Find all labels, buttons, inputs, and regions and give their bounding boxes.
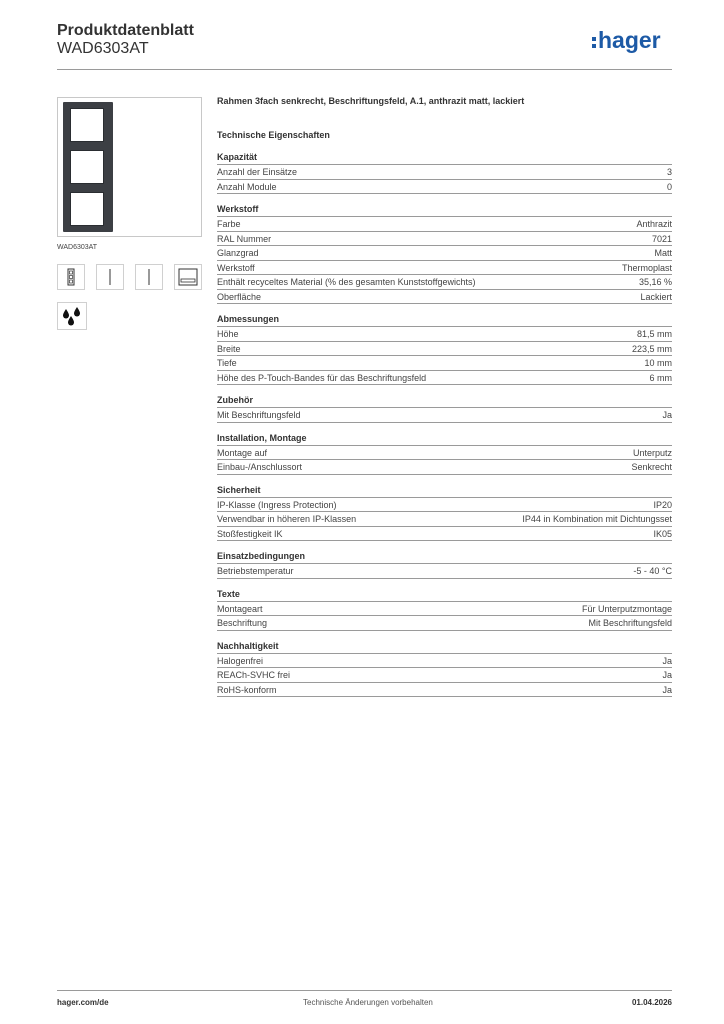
spec-label: Enthält recyceltes Material (% des gesamten Kunststoffgewichts) <box>217 277 476 287</box>
spec-value: Thermoplast <box>621 262 672 273</box>
page-title: Produktdatenblatt <box>57 22 194 39</box>
product-image-caption: WAD6303AT <box>57 244 98 251</box>
section-title: Einsatzbedingungen <box>217 550 672 564</box>
spec-row <box>217 165 672 180</box>
spec-label: REACh-SVHC frei <box>217 670 291 680</box>
logo-text: hager <box>598 27 661 53</box>
section-title: Nachhaltigkeit <box>217 640 672 654</box>
spec-label: Mit Beschriftungsfeld <box>217 410 301 420</box>
spec-value: IP44 in Kombination mit Dichtungsset <box>522 514 672 524</box>
spec-value: 0 <box>666 181 672 192</box>
spec-value: 3 <box>666 167 672 177</box>
spec-value: Lackiert <box>640 291 672 302</box>
spec-value: Matt <box>654 248 672 258</box>
footer-date: 01.04.2026 <box>631 998 672 1007</box>
spec-label: RAL Nummer <box>217 233 272 244</box>
vertical-line-icon <box>96 264 124 290</box>
spec-row <box>217 327 672 342</box>
spec-label: Werkstoff <box>217 262 255 273</box>
spec-label: Montage auf <box>217 447 268 458</box>
spec-value: 6 mm <box>649 372 672 383</box>
header-divider <box>57 69 672 70</box>
spec-section <box>217 640 672 698</box>
vertical-line-icon <box>135 264 163 290</box>
spec-value: 81,5 mm <box>636 329 672 339</box>
spec-label: Halogenfrei <box>217 655 264 666</box>
technical-properties-heading: Technische Eigenschaften <box>217 130 330 140</box>
spec-label: Betriebstemperatur <box>217 566 294 576</box>
spec-row <box>217 408 672 423</box>
water-drops-icon <box>57 302 87 330</box>
spec-row <box>217 602 672 617</box>
spec-value: Ja <box>662 684 672 695</box>
spec-label: Oberfläche <box>217 291 262 302</box>
spec-row <box>217 290 672 305</box>
section-title: Werkstoff <box>217 203 672 217</box>
spec-row <box>217 512 672 527</box>
spec-row <box>217 446 672 461</box>
spec-section <box>217 484 672 542</box>
hager-logo <box>592 26 676 58</box>
spec-label: Höhe <box>217 329 239 339</box>
spec-row <box>217 616 672 631</box>
spec-value: IP20 <box>653 499 672 510</box>
spec-value: 10 mm <box>644 358 672 368</box>
spec-row <box>217 232 672 247</box>
spec-row <box>217 180 672 195</box>
spec-value: Anthrazit <box>636 219 672 229</box>
section-title: Abmessungen <box>217 313 672 327</box>
spec-value: Ja <box>662 670 672 680</box>
spec-row <box>217 261 672 276</box>
spec-value: Unterputz <box>632 447 672 458</box>
label-field-icon <box>174 264 202 290</box>
spec-row <box>217 683 672 698</box>
spec-value: Ja <box>662 655 672 666</box>
spec-label: IP-Klasse (Ingress Protection) <box>217 499 337 510</box>
product-image <box>57 97 202 237</box>
frame-illustration <box>63 102 113 232</box>
spec-label: Anzahl Module <box>217 181 277 192</box>
spec-section <box>217 394 672 423</box>
spec-row <box>217 275 672 290</box>
footer-website[interactable]: hager.com/de <box>57 998 109 1007</box>
spec-value: Für Unterputzmontage <box>581 603 672 614</box>
spec-row <box>217 371 672 386</box>
spec-label: Anzahl der Einsätze <box>217 167 298 177</box>
spec-section <box>217 151 672 194</box>
spec-row <box>217 460 672 475</box>
spec-label: Stoßfestigkeit IK <box>217 528 283 539</box>
section-title: Zubehör <box>217 394 672 408</box>
spec-row <box>217 356 672 371</box>
spec-value: IK05 <box>653 528 672 539</box>
spec-value: 223,5 mm <box>631 343 672 354</box>
spec-section <box>217 313 672 385</box>
section-title: Installation, Montage <box>217 432 672 446</box>
section-title: Kapazität <box>217 151 672 165</box>
spec-row <box>217 654 672 669</box>
spec-row <box>217 217 672 232</box>
spec-label: Farbe <box>217 219 241 229</box>
spec-row <box>217 527 672 542</box>
spec-row <box>217 564 672 579</box>
spec-label: Glanzgrad <box>217 248 259 258</box>
spec-label: Tiefe <box>217 358 237 368</box>
spec-value: Senkrecht <box>631 462 672 472</box>
section-title: Sicherheit <box>217 484 672 498</box>
spec-sections <box>217 151 672 697</box>
product-description: Rahmen 3fach senkrecht, Beschriftungsfeld, A.1, anthrazit matt, lackiert <box>217 96 525 106</box>
spec-value: 35,16 % <box>638 277 672 287</box>
three-gang-frame-icon <box>57 264 85 290</box>
article-number: WAD6303AT <box>57 40 149 57</box>
spec-label: Einbau-/Anschlussort <box>217 462 303 472</box>
spec-row <box>217 342 672 357</box>
footer-divider <box>57 990 672 991</box>
spec-section <box>217 588 672 631</box>
spec-label: Breite <box>217 343 241 354</box>
spec-value: Mit Beschriftungsfeld <box>588 618 672 628</box>
spec-section <box>217 432 672 475</box>
spec-value: -5 - 40 °C <box>633 566 672 576</box>
section-title: Texte <box>217 588 672 602</box>
spec-row <box>217 668 672 683</box>
spec-row <box>217 246 672 261</box>
spec-section <box>217 203 672 304</box>
spec-label: Höhe des P-Touch-Bandes für das Beschriftungsfeld <box>217 372 427 383</box>
spec-label: RoHS-konform <box>217 684 277 695</box>
spec-label: Montageart <box>217 603 263 614</box>
spec-table <box>217 94 672 697</box>
spec-row <box>217 498 672 513</box>
spec-section <box>217 550 672 579</box>
spec-label: Verwendbar in höheren IP-Klassen <box>217 514 357 524</box>
footer-note: Technische Änderungen vorbehalten <box>303 998 433 1007</box>
spec-label: Beschriftung <box>217 618 268 628</box>
spec-value: 7021 <box>651 233 672 244</box>
spec-value: Ja <box>662 410 672 420</box>
